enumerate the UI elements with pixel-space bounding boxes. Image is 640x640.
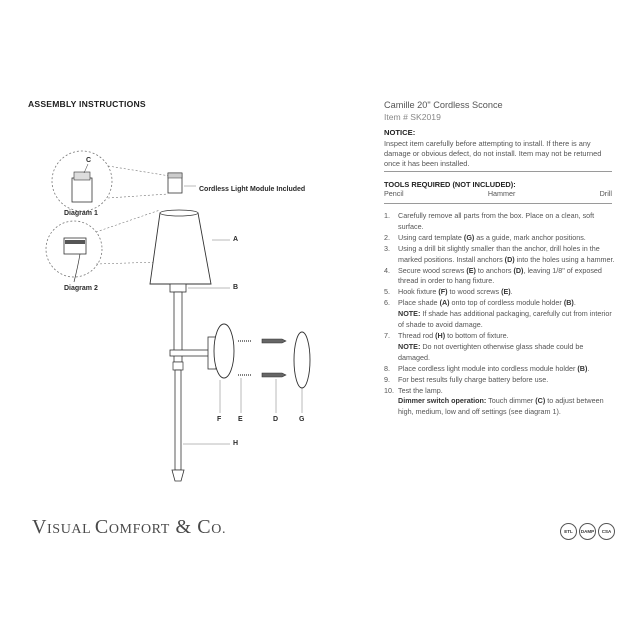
- card-template-g: [294, 332, 310, 413]
- callout-d: D: [273, 416, 279, 423]
- diagram-1-label: Diagram 1: [64, 210, 98, 217]
- brand-logo: VISUAL COMFORT & CO.: [32, 516, 227, 538]
- tool-hammer: Hammer: [487, 189, 516, 198]
- module-label: Cordless Light Module Included: [199, 186, 306, 193]
- damp-rated-icon: DAMP: [579, 523, 596, 540]
- tool-pencil: Pencil: [384, 189, 404, 198]
- step-1: 1. Carefully remove all parts from the box. Place on a clean, soft surface.: [384, 211, 595, 231]
- divider: [384, 203, 612, 204]
- screws-e: [238, 341, 252, 413]
- anchors-d: [262, 339, 286, 413]
- step-2: 2. Using card template (G) as a guide, mark anchor positions.: [384, 232, 586, 242]
- assembly-heading: ASSEMBLY INSTRUCTIONS: [28, 99, 146, 109]
- diagram-1-detail: [52, 151, 112, 211]
- product-title: Camille 20" Cordless Sconce: [384, 100, 503, 110]
- callout-c: C: [86, 157, 92, 164]
- step-3: 3. Using a drill bit slightly smaller than the anchor, drill holes in the marked positions. Install anchors (D) into the holes using a hammer.: [384, 243, 615, 264]
- item-number: Item # SK2019: [384, 112, 441, 122]
- diagram-2-detail: [46, 221, 102, 282]
- step-8: 8. Place cordless light module into cordless module holder (B).: [384, 363, 590, 373]
- tools-heading: TOOLS REQUIRED (NOT INCLUDED):: [384, 180, 516, 189]
- step-5: 5. Hook fixture (F) to wood screws (E).: [384, 287, 513, 297]
- shade-a: [150, 210, 230, 284]
- csa-certification-icon: CSA: [598, 523, 615, 540]
- step-7: 7. Thread rod (H) to bottom of fixture. NOTE: Do not overtighten otherwise glass shade could be damaged.: [384, 330, 584, 362]
- tool-drill: Drill: [599, 189, 612, 198]
- tools-list: [384, 189, 612, 198]
- callout-g: G: [299, 416, 305, 423]
- divider: [384, 171, 612, 172]
- diagram-2-label: Diagram 2: [64, 285, 98, 292]
- notice-heading: NOTICE:: [384, 128, 416, 137]
- callout-b: B: [233, 284, 239, 291]
- module-holder-b: [170, 284, 230, 292]
- callout-h: H: [233, 440, 239, 447]
- callout-e: E: [238, 416, 243, 423]
- step-6: 6. Place shade (A) onto top of cordless module holder (B). NOTE: If shade has additional packaging, carefully cut from interior of shade to avoid damage.: [384, 298, 612, 330]
- step-9: 9. For best results fully charge battery before use.: [384, 374, 549, 384]
- callout-a: A: [233, 236, 239, 243]
- step-4: 4. Secure wood screws (E) to anchors (D), leaving 1/8" of exposed thread in order to hang fixture.: [384, 265, 602, 286]
- rod-h: [172, 370, 230, 481]
- instruction-steps: [384, 211, 616, 418]
- etl-certification-icon: ETL: [560, 523, 577, 540]
- step-10: 10. Test the lamp. Dimmer switch operation: Touch dimmer (C) to adjust between high, medium, low and off settings (see diagram 1).: [384, 385, 604, 417]
- callout-f: F: [217, 416, 222, 423]
- notice-text: Inspect item carefully before attempting to install. If there is any damage or obvious defect, do not install. Item may not be returned once it has been installed.: [384, 139, 602, 168]
- assembly-diagram: [0, 0, 330, 500]
- cordless-light-module: [168, 173, 196, 193]
